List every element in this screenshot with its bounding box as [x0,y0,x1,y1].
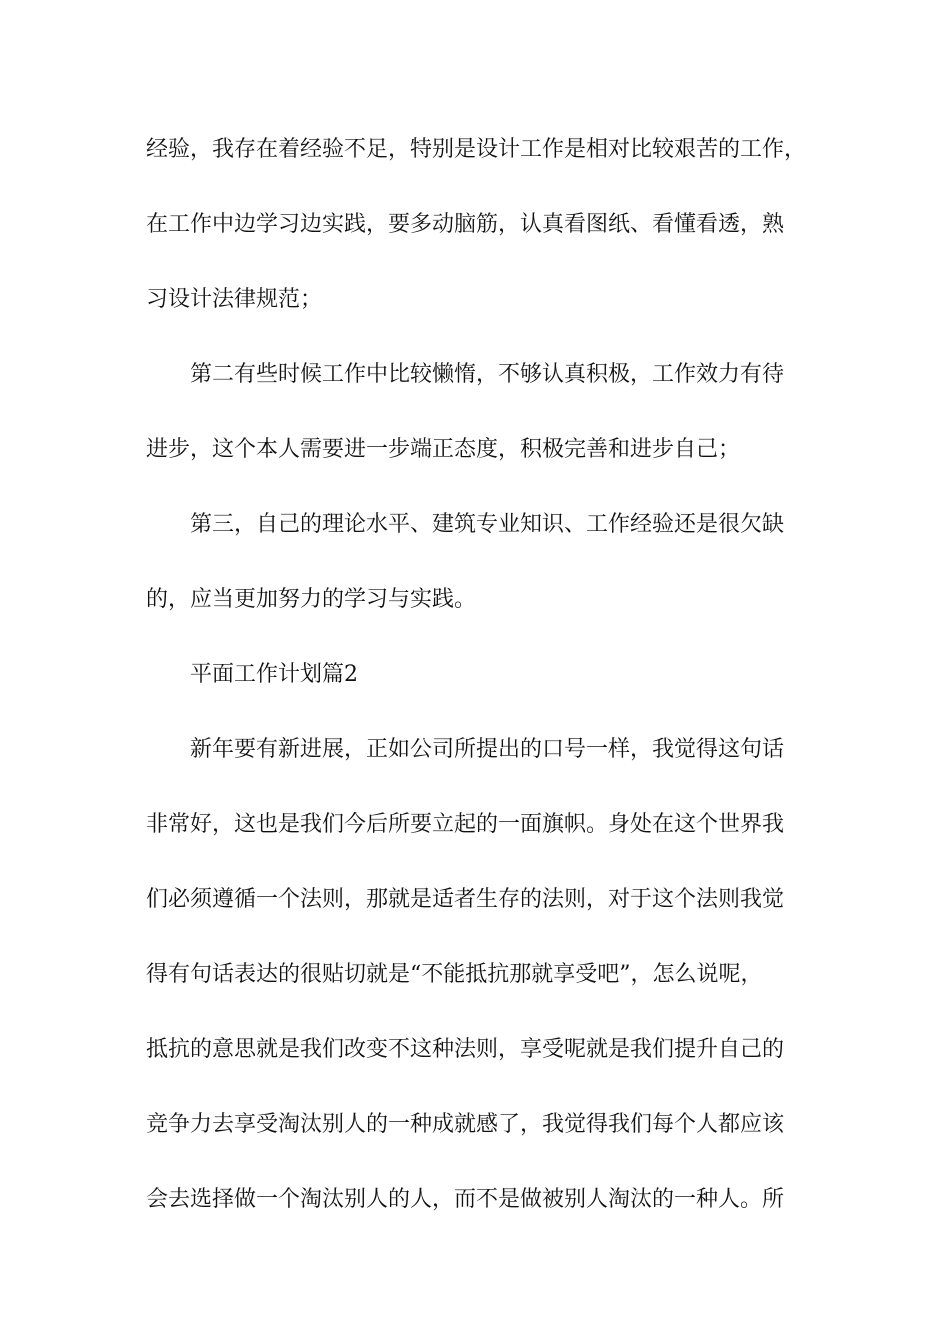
paragraph-line: 在工作中边学习边实践，要多动脑筋，认真看图纸、看懂看透，熟 [146,212,785,237]
paragraph-line: 非常好，这也是我们今后所要立起的一面旗帜。身处在这个世界我 [146,812,785,837]
paragraph-line: 经验，我存在着经验不足，特别是设计工作是相对比较艰苦的工作， [146,137,807,162]
paragraph-line: 第二有些时候工作中比较懒惰，不够认真积极，工作效力有待 [190,362,785,387]
paragraph-line: 的，应当更加努力的学习与实践。 [146,587,477,612]
paragraph-line: 新年要有新进展，正如公司所提出的口号一样，我觉得这句话 [190,737,785,762]
paragraph-line: 会去选择做一个淘汰别人的人，而不是做被别人淘汰的一种人。所 [146,1187,785,1212]
paragraph-line: 得有句话表达的很贴切就是“不能抵抗那就享受吧”，怎么说呢， [146,962,763,987]
section-heading: 平面工作计划篇2 [190,662,358,687]
paragraph-line: 习设计法律规范； [146,287,323,312]
paragraph-line: 进步，这个本人需要进一步端正态度，积极完善和进步自己； [146,437,741,462]
paragraph-line: 第三，自己的理论水平、建筑专业知识、工作经验还是很欠缺 [190,512,785,537]
paragraph-line: 抵抗的意思就是我们改变不这种法则，享受呢就是我们提升自己的 [146,1037,785,1062]
paragraph-line: 们必须遵循一个法则，那就是适者生存的法则，对于这个法则我觉 [146,887,785,912]
paragraph-line: 竞争力去享受淘汰别人的一种成就感了，我觉得我们每个人都应该 [146,1112,785,1137]
